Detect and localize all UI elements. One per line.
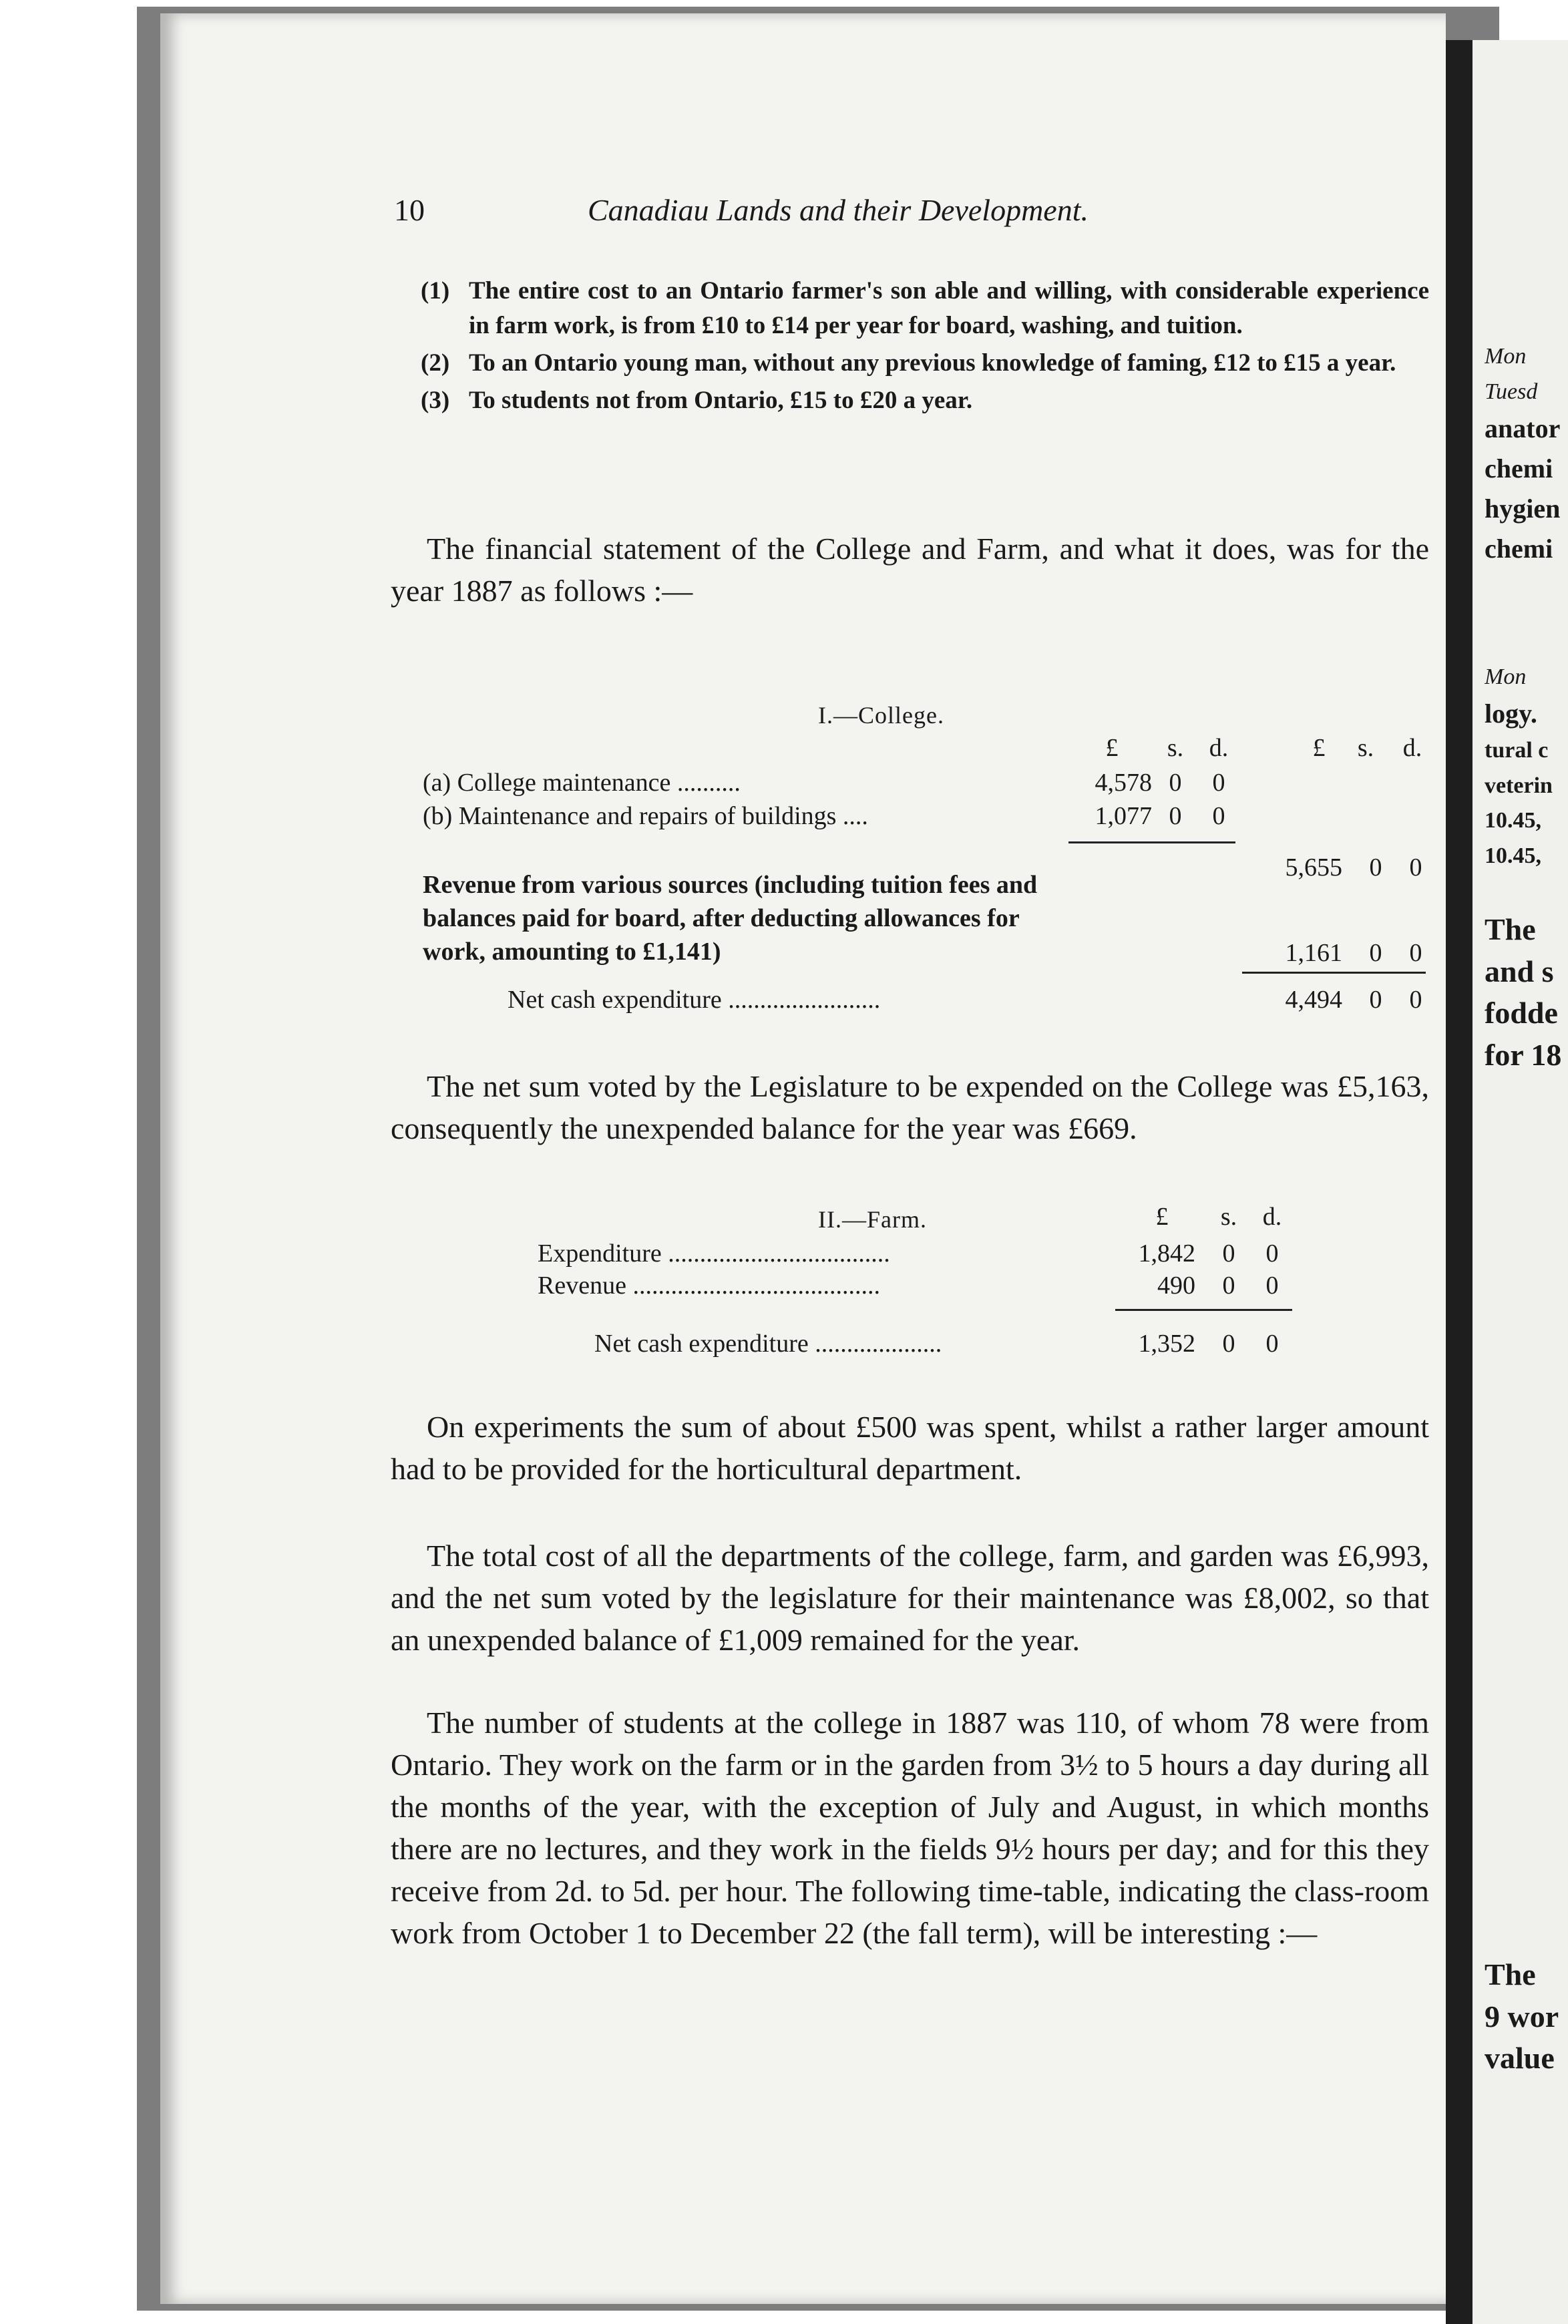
table-cell-shillings: 0 bbox=[1222, 1239, 1235, 1268]
list-item-text: The entire cost to an Ontario farmer's son able and willing, with considerable experience in farm work, is from £10 to £14 per year for board, washing, and tuition. bbox=[469, 277, 1429, 339]
table-cell-pence: 0 bbox=[1212, 769, 1225, 797]
list-item-number: (2) bbox=[421, 349, 450, 377]
list-item bbox=[421, 274, 1429, 343]
table-cell-pounds: 1,161 bbox=[1285, 939, 1342, 967]
next-page-fragment: 10.45, bbox=[1485, 843, 1541, 868]
table-row-label: Revenue ....................................... bbox=[538, 1272, 880, 1300]
next-page-fragment: chemi bbox=[1485, 534, 1553, 564]
table-cell-shillings: 0 bbox=[1369, 986, 1382, 1014]
next-page-fragment: for 18 bbox=[1485, 1038, 1562, 1072]
list-item-number: (3) bbox=[421, 387, 450, 414]
table-cell-pounds: 4,578 bbox=[1095, 769, 1152, 797]
table-cell-pounds: 1,842 bbox=[1138, 1239, 1195, 1268]
paragraph-experiments bbox=[391, 1406, 1429, 1490]
paragraph-financial-statement bbox=[391, 528, 1429, 612]
next-page-fragment: anator bbox=[1485, 413, 1561, 443]
paragraph-text: The financial statement of the College and Farm, and what it does, was for the year 1887 as follows :— bbox=[391, 532, 1429, 608]
table-cell-pounds: 490 bbox=[1157, 1272, 1195, 1300]
col-header-shillings: s. bbox=[1167, 734, 1184, 762]
next-page-fragment: Tuesd bbox=[1485, 379, 1538, 404]
next-page-fragment: 10.45, bbox=[1485, 808, 1541, 833]
table-cell-shillings: 0 bbox=[1222, 1272, 1235, 1300]
table-cell-pence: 0 bbox=[1212, 802, 1225, 830]
next-page-fragment: The bbox=[1485, 1957, 1536, 1991]
table-cell-pounds: 1,352 bbox=[1138, 1330, 1195, 1358]
list-item bbox=[421, 346, 1429, 381]
table-cell-shillings: 0 bbox=[1369, 853, 1382, 882]
col-header-shillings: s. bbox=[1357, 734, 1374, 762]
farm-table-title: II.—Farm. bbox=[818, 1206, 927, 1233]
list-item-number: (1) bbox=[421, 277, 450, 305]
col-header-pence: d. bbox=[1402, 734, 1422, 762]
next-page-fragment: value bbox=[1485, 2041, 1555, 2075]
table-rule bbox=[1068, 841, 1235, 843]
table-row-label: Net cash expenditure ........................ bbox=[508, 986, 881, 1014]
col-header-pounds: £ bbox=[1155, 1203, 1169, 1231]
paragraph-text: The number of students at the college in 1887 was 110, of whom 78 were from Ontario. They work on the farm or in the garden from 3½ to 5 hours a day during all the months of the year, with the exception of July and August, in which months there are no lectures, and they work in the fields 9½ hours per day; and for this they receive from 2d. to 5d. per hour. The following time-table, indicating the class-room work from October 1 to December 22 (the fall term), will be interesting :— bbox=[391, 1706, 1429, 1950]
next-page-fragment: Mon bbox=[1485, 344, 1527, 369]
table-rule bbox=[1242, 972, 1426, 974]
table-rule bbox=[1115, 1309, 1292, 1311]
table-cell-shillings: 0 bbox=[1169, 769, 1182, 797]
table-row-label: (b) Maintenance and repairs of buildings .... bbox=[423, 802, 868, 830]
next-page-fragment: logy. bbox=[1485, 699, 1537, 729]
table-cell-shillings: 0 bbox=[1222, 1330, 1235, 1358]
table-cell-pence: 0 bbox=[1409, 853, 1422, 882]
paragraph-net-sum bbox=[391, 1065, 1429, 1149]
running-title: Canadiau Lands and their Development. bbox=[588, 193, 1089, 227]
list-item-text: To an Ontario young man, without any previous knowledge of faming, £12 to £15 a year. bbox=[469, 349, 1396, 377]
cost-list bbox=[421, 274, 1429, 421]
table-cell-shillings: 0 bbox=[1369, 939, 1382, 967]
col-header-pence: d. bbox=[1262, 1203, 1282, 1231]
next-page-fragment: 9 wor bbox=[1485, 1999, 1559, 2034]
next-page-fragment: chemi bbox=[1485, 453, 1553, 483]
table-row-label: Net cash expenditure .................... bbox=[594, 1330, 942, 1358]
page-number: 10 bbox=[394, 193, 425, 227]
next-page-fragment: Mon bbox=[1485, 664, 1527, 689]
paragraph-text: The total cost of all the departments of the college, farm, and garden was £6,993, and the net sum voted by the legislature for their maintenance was £8,002, so that an unexpended balance of £1,009 remained for the year. bbox=[391, 1539, 1429, 1657]
table-cell-pence: 0 bbox=[1409, 939, 1422, 967]
table-cell-pence: 0 bbox=[1265, 1239, 1279, 1268]
table-cell-pounds: 1,077 bbox=[1095, 802, 1152, 830]
next-page-fragment: fodde bbox=[1485, 996, 1558, 1030]
paragraph-students bbox=[391, 1702, 1429, 1954]
col-header-shillings: s. bbox=[1220, 1203, 1237, 1231]
next-page-fragment: veterin bbox=[1485, 773, 1553, 798]
next-page-fragment: The bbox=[1485, 912, 1536, 946]
paragraph-text: The net sum voted by the Legislature to be expended on the College was £5,163, consequently the unexpended balance for the year was £669. bbox=[391, 1069, 1429, 1145]
paragraph-total-cost bbox=[391, 1535, 1429, 1661]
next-page-fragment: hygien bbox=[1485, 494, 1561, 524]
table-cell-pounds: 5,655 bbox=[1285, 853, 1342, 882]
next-page-fragment: tural c bbox=[1485, 738, 1549, 763]
col-header-pence: d. bbox=[1209, 734, 1229, 762]
next-page-fragment: and s bbox=[1485, 954, 1554, 988]
table-row-label: Expenditure ................................... bbox=[538, 1239, 890, 1268]
table-cell-pence: 0 bbox=[1265, 1272, 1279, 1300]
table-cell-pounds: 4,494 bbox=[1285, 986, 1342, 1014]
table-cell-shillings: 0 bbox=[1169, 802, 1182, 830]
col-header-pounds: £ bbox=[1312, 734, 1326, 762]
next-page-edge bbox=[1473, 40, 1568, 2324]
college-table-title: I.—College. bbox=[818, 702, 944, 729]
paragraph-text: On experiments the sum of about £500 was spent, whilst a rather larger amount had to be provided for the horticultural department. bbox=[391, 1410, 1429, 1486]
list-item bbox=[421, 383, 1429, 418]
table-cell-pence: 0 bbox=[1265, 1330, 1279, 1358]
list-item-text: To students not from Ontario, £15 to £20 a year. bbox=[469, 387, 973, 414]
table-row-label: (a) College maintenance .......... bbox=[423, 769, 741, 797]
revenue-label: Revenue from various sources (including tuition fees and balances paid for board, after deducting allowances for work, amounting to £1,141) bbox=[423, 871, 1038, 966]
table-cell-pence: 0 bbox=[1409, 986, 1422, 1014]
col-header-pounds: £ bbox=[1105, 734, 1119, 762]
